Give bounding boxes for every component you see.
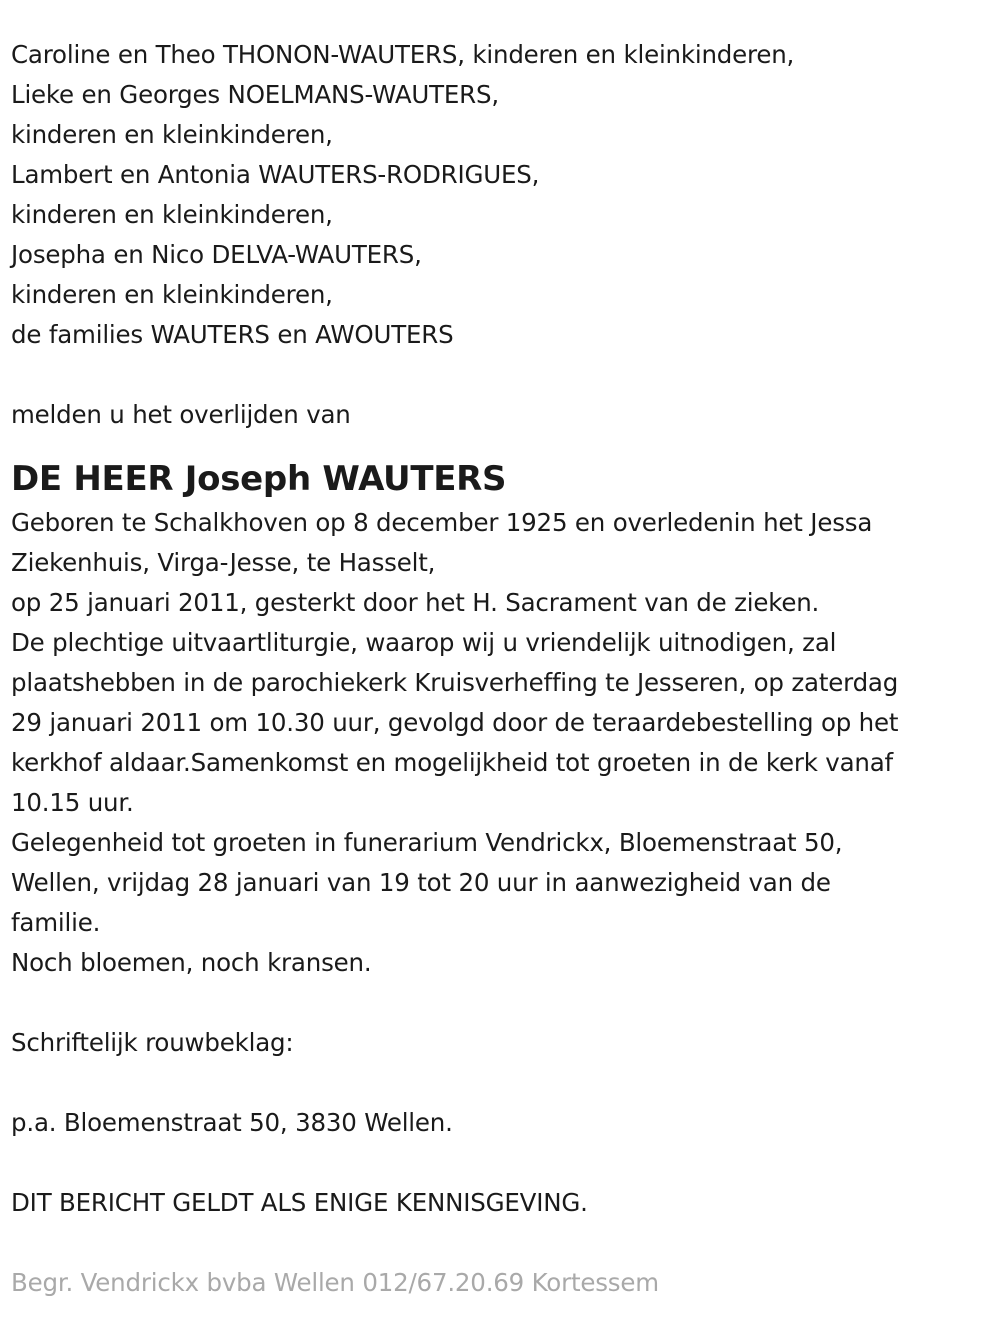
details-line: kerkhof aldaar.Samenkomst en mogelijkheid tot groeten in de kerk vanaf — [11, 748, 893, 777]
family-line: de families WAUTERS en AWOUTERS — [11, 320, 454, 349]
family-line: kinderen en kleinkinderen, — [11, 280, 333, 309]
spacer — [11, 1223, 996, 1263]
deceased-name-heading: DE HEER Joseph WAUTERS — [11, 459, 507, 499]
family-line: Josepha en Nico DELVA-WAUTERS, — [11, 240, 422, 269]
notice-text: DIT BERICHT GELDT ALS ENIGE KENNISGEVING. — [11, 1188, 588, 1217]
family-section — [11, 35, 996, 355]
spacer — [11, 1143, 996, 1183]
obituary-document — [11, 35, 996, 1303]
details-line: plaatshebben in de parochiekerk Kruisverheffing te Jesseren, op zaterdag — [11, 668, 899, 697]
funeral-home-footer: Begr. Vendrickx bvba Wellen 012/67.20.69 Kortessem — [11, 1268, 659, 1297]
details-line: 29 januari 2011 om 10.30 uur, gevolgd door de teraardebestelling op het — [11, 708, 899, 737]
condolence-address: p.a. Bloemenstraat 50, 3830 Wellen. — [11, 1108, 453, 1137]
details-line: Geboren te Schalkhoven op 8 december 1925 en overledenin het Jessa — [11, 508, 873, 537]
condolence-label: Schriftelijk rouwbeklag: — [11, 1028, 294, 1057]
details-line: De plechtige uitvaartliturgie, waarop wij u vriendelijk uitnodigen, zal — [11, 628, 837, 657]
details-line: Wellen, vrijdag 28 januari van 19 tot 20 uur in aanwezigheid van de — [11, 868, 831, 897]
details-line: Ziekenhuis, Virga-Jesse, te Hasselt, — [11, 548, 436, 577]
spacer — [11, 355, 996, 395]
details-line: Gelegenheid tot groeten in funerarium Vendrickx, Bloemenstraat 50, — [11, 828, 843, 857]
spacer — [11, 983, 996, 1023]
family-line: kinderen en kleinkinderen, — [11, 120, 333, 149]
details-line: op 25 januari 2011, gesterkt door het H. Sacrament van de zieken. — [11, 588, 820, 617]
family-line: kinderen en kleinkinderen, — [11, 200, 333, 229]
details-line: Noch bloemen, noch kransen. — [11, 948, 372, 977]
spacer — [11, 1063, 996, 1103]
family-line: Caroline en Theo THONON-WAUTERS, kinderen en kleinkinderen, — [11, 40, 795, 69]
details-section — [11, 503, 996, 983]
announcement-text: melden u het overlijden van — [11, 400, 351, 429]
details-line: 10.15 uur. — [11, 788, 134, 817]
details-line: familie. — [11, 908, 101, 937]
family-line: Lieke en Georges NOELMANS-WAUTERS, — [11, 80, 499, 109]
family-line: Lambert en Antonia WAUTERS-RODRIGUES, — [11, 160, 540, 189]
